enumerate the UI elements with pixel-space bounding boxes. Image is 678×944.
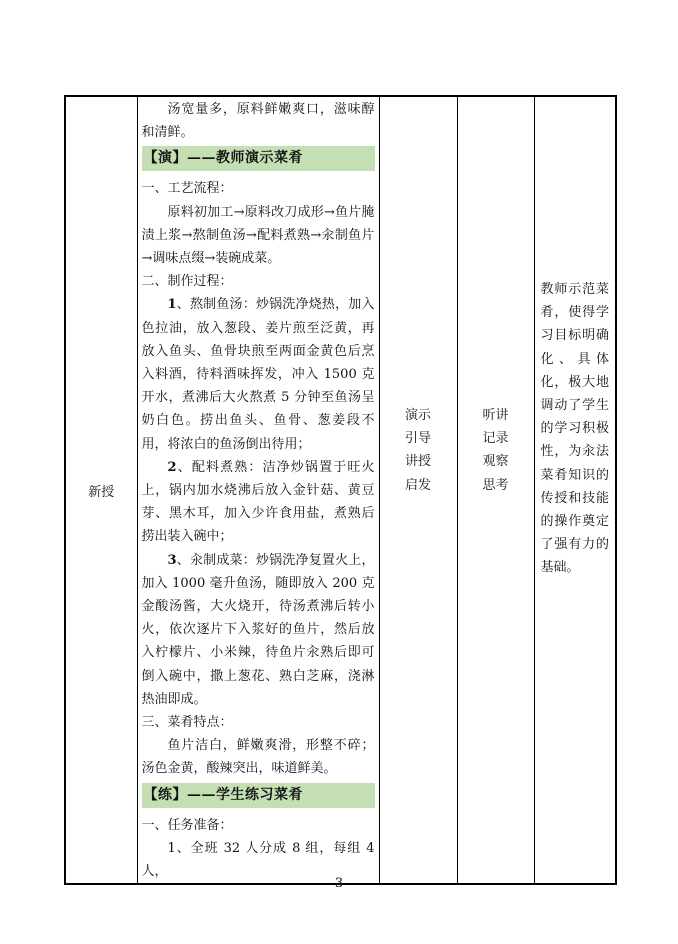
teacher-methods bbox=[380, 97, 457, 497]
practice-heading: 【练】——学生练习菜肴 bbox=[142, 783, 375, 808]
make-title: 二、制作过程： bbox=[141, 274, 233, 290]
step-3-number: 3 bbox=[167, 552, 177, 568]
stage-label: 新授 bbox=[88, 484, 115, 500]
step-3 bbox=[142, 549, 375, 711]
intro-text: 汤宽量多，原料鲜嫩爽口，滋味醇和清鲜。 bbox=[141, 102, 375, 141]
demo-heading: 【演】——教师演示菜肴 bbox=[142, 146, 375, 171]
teacher-method-item: 演示 bbox=[404, 408, 431, 423]
design-intent-text: 教师示范菜肴，使得学习目标明确化、具体化，极大地调动了学生的学习积极性，为汆法菜肴知识的传授和技能的操作奠定了强有力的基础。 bbox=[540, 282, 609, 576]
step-2 bbox=[142, 456, 375, 549]
step-1-text: 、熬制鱼汤：炒锅洗净烧热，加入色拉油，放入葱段、姜片煎至泛黄，再放入鱼头、鱼骨块煎至两面金黄色后烹入料酒，待料酒味挥发，冲入 1500 克开水，煮沸后大火熬煮 5 分钟至鱼汤呈奶白色。捞出鱼头、鱼骨、葱姜段不用，将浓白的鱼汤倒出待用； bbox=[141, 297, 375, 452]
content-cell bbox=[137, 96, 379, 884]
lesson-plan-table bbox=[64, 95, 617, 885]
student-activity-item: 听讲 bbox=[482, 408, 509, 423]
step-2-text: 、配料煮熟：洁净炒锅置于旺火上，锅内加水烧沸后放入金针菇、黄豆芽、黑木耳，加入少许食用盐，煮熟后捞出装入碗中； bbox=[141, 459, 375, 545]
teacher-method-item: 引导 bbox=[404, 431, 431, 447]
teacher-method-cell bbox=[379, 96, 457, 884]
table-row bbox=[65, 96, 616, 884]
process-text: 原料初加工→原料改刀成形→鱼片腌渍上浆→熬制鱼汤→配料煮熟→汆制鱼片→调味点缀→装碗成菜。 bbox=[141, 204, 375, 267]
design-intent-cell bbox=[534, 96, 616, 884]
step-1 bbox=[142, 293, 375, 455]
task-title: 一、任务准备： bbox=[141, 817, 233, 833]
feature-title: 三、菜肴特点： bbox=[141, 715, 233, 731]
student-activity-item: 观察 bbox=[482, 454, 509, 470]
student-activity-item: 记录 bbox=[482, 431, 509, 447]
step-2-number: 2 bbox=[167, 459, 177, 475]
student-activity-cell bbox=[457, 96, 534, 884]
student-activity-item: 思考 bbox=[482, 477, 509, 493]
teaching-content bbox=[138, 97, 379, 883]
stage-cell bbox=[65, 96, 137, 884]
teacher-method-item: 讲授 bbox=[404, 454, 431, 470]
step-1-number: 1 bbox=[167, 297, 177, 313]
teacher-method-item: 启发 bbox=[404, 477, 431, 493]
feature-text: 鱼片洁白，鲜嫩爽滑，形整不碎；汤色金黄，酸辣突出，味道鲜美。 bbox=[141, 738, 375, 777]
step-3-text: 、汆制成菜：炒锅洗净复置火上，加入 1000 毫升鱼汤，随即放入 200 克金酸汤酱，大火烧开，待汤煮沸后转小火，依次逐片下入浆好的鱼片，然后放入柠檬片、小米辣，待鱼片汆熟后即可倒入碗中，撒上葱花、熟白芝麻，浇淋热油即成。 bbox=[141, 552, 375, 707]
task-text: 1、全班 32 人分成 8 组，每组 4 人， bbox=[141, 840, 375, 880]
process-title: 一、工艺流程： bbox=[141, 181, 233, 197]
page-number: 3 bbox=[334, 876, 344, 891]
student-activities bbox=[458, 97, 534, 497]
